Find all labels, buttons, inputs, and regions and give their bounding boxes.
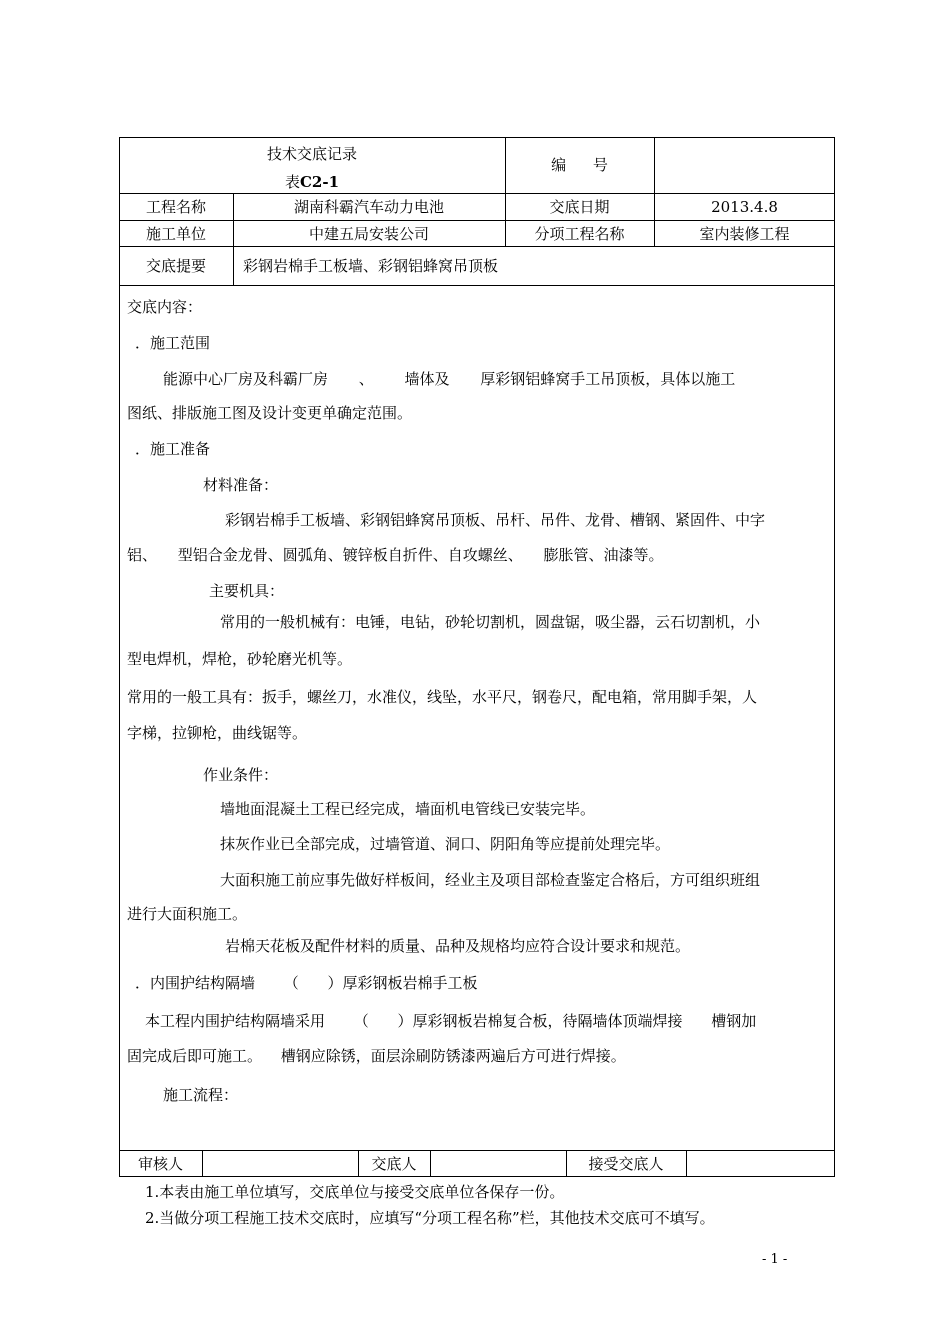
section-heading-partition: ．内围护结构隔墙 （ ）厚彩钢板岩棉手工板 (135, 974, 478, 992)
sub-project-value: 室内装修工程 (699, 225, 790, 243)
receiver-label: 接受交底人 (588, 1155, 664, 1173)
number-label: 编 号 (551, 156, 608, 174)
subheading-process: 施工流程： (163, 1086, 239, 1104)
unit-label: 施工单位 (145, 225, 206, 243)
row-divider (119, 285, 835, 286)
content-line: 抹灰作业已全部完成，过墙管道、洞口、阴阳角等应提前处理完毕。 (220, 835, 671, 853)
content-line: 字梯，拉铆枪，曲线锯等。 (127, 724, 308, 742)
content-heading: 交底内容： (127, 298, 203, 316)
content-line: 进行大面积施工。 (127, 905, 248, 923)
date-value: 2013.4.8 (711, 198, 778, 216)
section-heading-scope: ．施工范围 (135, 334, 211, 352)
summary-label: 交底提要 (145, 257, 206, 275)
content-line: 本工程内围护结构隔墙采用 （ ）厚彩钢板岩棉复合板，待隔墙体顶端焊接 槽钢加 (145, 1012, 757, 1030)
page-number: - 1 - (762, 1252, 788, 1267)
col-divider (202, 1150, 203, 1177)
content-line: 大面积施工前应事先做好样板间，经业主及项目部检查鉴定合格后，方可组织班组 (220, 871, 761, 889)
row-divider (119, 246, 835, 247)
sub-project-label: 分项工程名称 (534, 225, 625, 243)
content-line: 常用的一般工具有：扳手，螺丝刀，水准仪，线坠，水平尺，钢卷尺，配电箱，常用脚手架，人 (127, 688, 758, 706)
content-line: 岩棉天花板及配件材料的质量、品种及规格均应符合设计要求和规范。 (225, 937, 691, 955)
row-divider (119, 1150, 835, 1151)
project-name-label: 工程名称 (145, 198, 206, 216)
col-divider (686, 1150, 687, 1177)
project-name-value: 湖南科霸汽车动力电池 (293, 198, 444, 216)
summary-value: 彩钢岩棉手工板墙、彩钢铝蜂窝吊顶板 (243, 257, 499, 275)
subheading-materials: 材料准备： (203, 476, 279, 494)
section-heading-preparation: ．施工准备 (135, 440, 211, 458)
form-code-value: C2-1 (299, 173, 340, 191)
reviewer-label: 审核人 (137, 1155, 183, 1173)
subheading-machinery: 主要机具： (209, 582, 285, 600)
content-line: 型电焊机，焊枪，砂轮磨光机等。 (127, 650, 353, 668)
row-divider (119, 193, 835, 194)
form-code (119, 172, 505, 192)
content-line: 能源中心厂房及科霸厂房 、 墙体及 厚彩钢铝蜂窝手工吊顶板，具体以施工 (163, 370, 736, 388)
content-line: 固完成后即可施工。 槽钢应除锈，面层涂刷防锈漆两遍后方可进行焊接。 (127, 1047, 626, 1065)
content-line: 铝、 型铝合金龙骨、圆弧角、镀锌板自折件、自攻螺丝、 膨胀管、油漆等。 (127, 546, 664, 564)
date-label: 交底日期 (549, 198, 610, 216)
content-line: 常用的一般机械有：电锤，电钻，砂轮切割机，圆盘锯，吸尘器，云石切割机，小 (220, 613, 761, 631)
form-code-prefix: 表 (284, 173, 300, 191)
form-title: 技术交底记录 (266, 145, 357, 163)
content-line: 墙地面混凝土工程已经完成，墙面机电管线已安装完毕。 (220, 800, 596, 818)
content-line: 图纸、排版施工图及设计变更单确定范围。 (127, 404, 413, 422)
row-divider (119, 220, 835, 221)
content-line: 彩钢岩棉手工板墙、彩钢铝蜂窝吊顶板、吊杆、吊件、龙骨、槽钢、紧固件、中字 (225, 511, 766, 529)
discloser-label: 交底人 (371, 1155, 417, 1173)
col-divider (430, 1150, 431, 1177)
footnote: 1.本表由施工单位填写，交底单位与接受交底单位各保存一份。 (145, 1183, 565, 1201)
subheading-work-conditions: 作业条件： (203, 766, 279, 784)
footnote: 2.当做分项工程施工技术交底时，应填写“分项工程名称”栏，其他技术交底可不填写。 (145, 1209, 715, 1227)
unit-value: 中建五局安装公司 (308, 225, 429, 243)
